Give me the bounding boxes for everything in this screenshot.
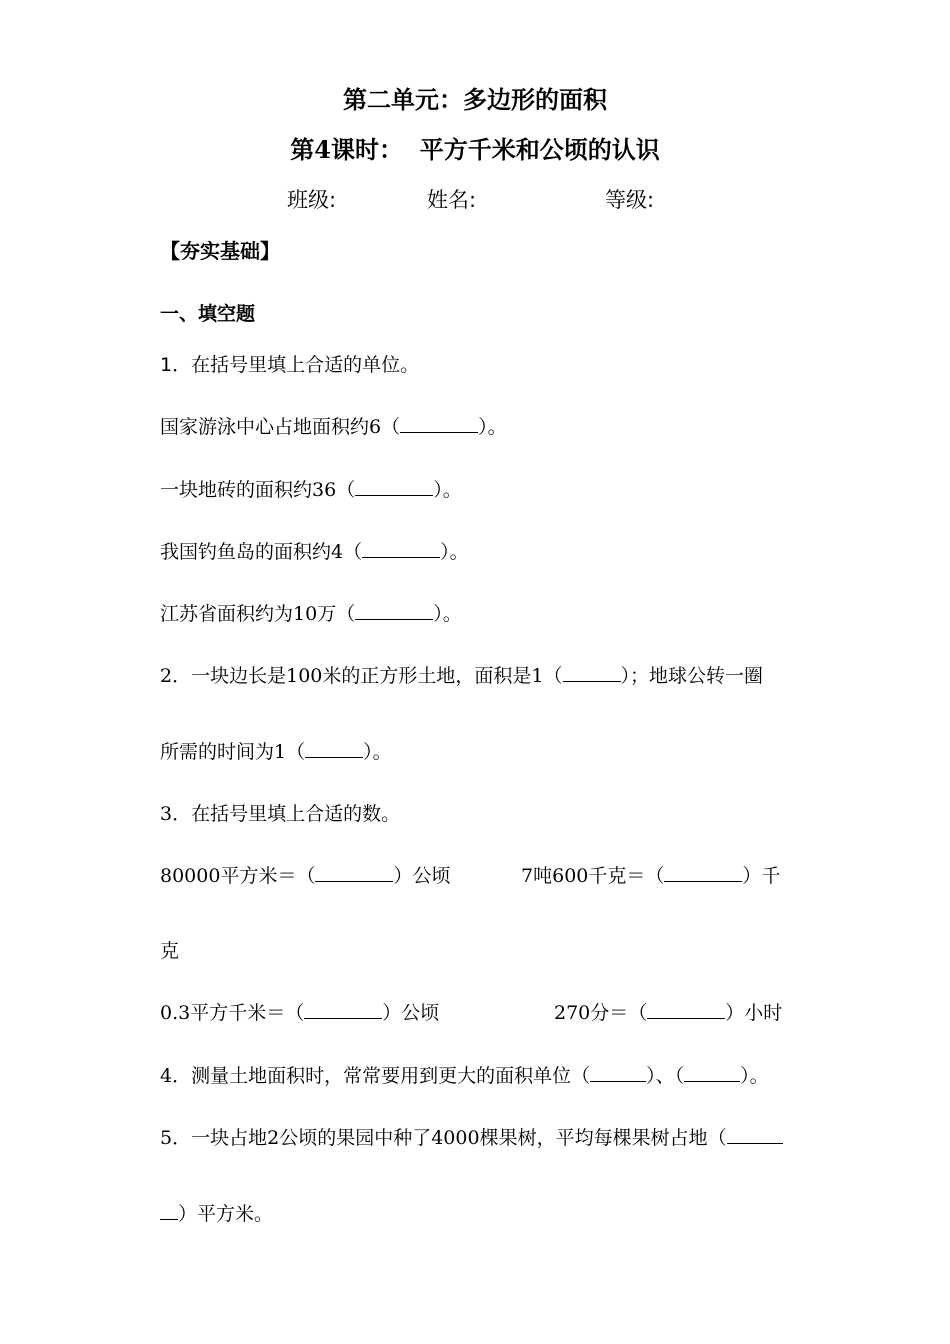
answer-blank[interactable] bbox=[362, 539, 440, 558]
answer-blank[interactable] bbox=[400, 414, 478, 433]
q2-line-2: 所需的时间为1（ ）。 bbox=[160, 741, 392, 763]
q1-item-2: 一块地砖的面积约36（ ）。 bbox=[160, 479, 462, 501]
q1-item-1: 国家游泳中心占地面积约6（ ）。 bbox=[160, 416, 507, 438]
class-label: 班级: bbox=[287, 188, 337, 212]
q4: 4．测量土地面积时，常常要用到更大的面积单位（ ）、（ ）。 bbox=[160, 1065, 769, 1087]
q3-item-b-wrap: 克 bbox=[160, 940, 180, 962]
q1-stem: 1．在括号里填上合适的单位。 bbox=[160, 354, 420, 376]
unit-title: 第二单元：多边形的面积 bbox=[343, 86, 607, 114]
q3-item-c: 0.3平方千米＝（ ）公顷 bbox=[160, 1002, 440, 1024]
answer-blank[interactable] bbox=[305, 739, 363, 758]
q1-item-3: 我国钓鱼岛的面积约4（ ）。 bbox=[160, 541, 469, 563]
answer-blank[interactable] bbox=[355, 601, 433, 620]
answer-blank[interactable] bbox=[684, 1063, 740, 1082]
q1-item-4: 江苏省面积约为10万（ ）。 bbox=[160, 603, 462, 625]
q2-line-1: 2．一块边长是100米的正方形土地，面积是1（ ）；地球公转一圈 bbox=[160, 665, 764, 687]
q3-item-b: 7吨600千克＝（ ）千 bbox=[521, 865, 781, 887]
answer-blank[interactable] bbox=[355, 477, 433, 496]
q3-item-a: 80000平方米＝（ ）公顷 bbox=[160, 865, 451, 887]
answer-blank-continued[interactable] bbox=[160, 1201, 178, 1220]
answer-blank[interactable] bbox=[727, 1125, 783, 1144]
answer-blank[interactable] bbox=[664, 863, 742, 882]
q3-stem: 3．在括号里填上合适的数。 bbox=[160, 803, 401, 825]
grade-label: 等级: bbox=[605, 188, 655, 212]
q5-line-2: ）平方米。 bbox=[160, 1201, 273, 1227]
answer-blank[interactable] bbox=[647, 1000, 725, 1019]
section-label: 【夯实基础】 bbox=[160, 239, 280, 263]
part-title: 一、填空题 bbox=[160, 303, 256, 325]
answer-blank[interactable] bbox=[304, 1000, 382, 1019]
lesson-title: 第4课时： 平方千米和公顷的认识 bbox=[290, 135, 660, 164]
q5-line-1: 5．一块占地2公顷的果园中种了4000棵果树，平均每棵果树占地（ bbox=[160, 1125, 783, 1151]
answer-blank[interactable] bbox=[315, 863, 393, 882]
answer-blank[interactable] bbox=[590, 1063, 646, 1082]
name-label: 姓名: bbox=[427, 188, 477, 212]
q3-item-d: 270分＝（ ）小时 bbox=[554, 1002, 783, 1024]
answer-blank[interactable] bbox=[563, 663, 621, 682]
